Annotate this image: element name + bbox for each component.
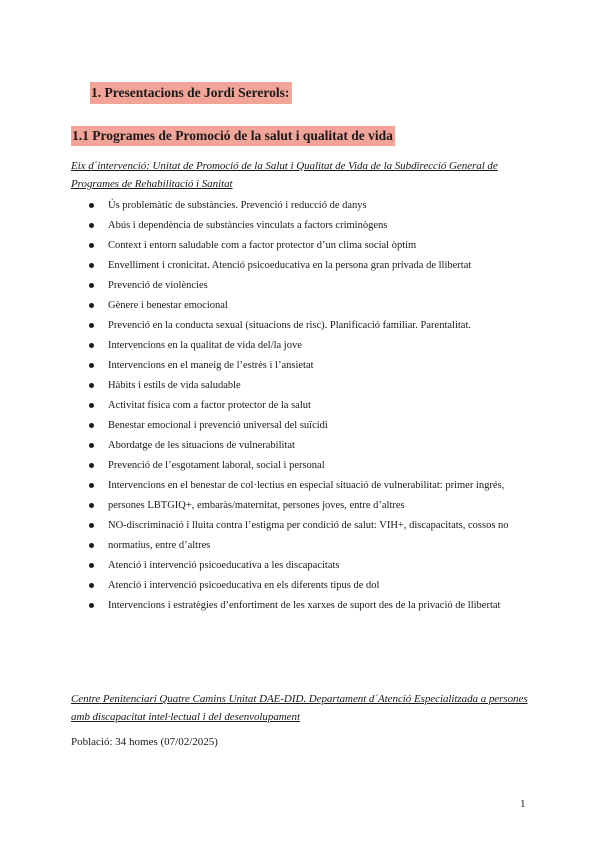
bullet-icon	[89, 243, 94, 248]
page-number: 1	[520, 798, 526, 810]
list-item	[0, 216, 600, 236]
list-item-text: Intervencions en el benestar de col·lectius en especial situació de vulnerabilitat: primer ingrés,	[108, 480, 505, 491]
list-item	[0, 596, 600, 616]
list-item	[0, 276, 600, 296]
list-item-text: Intervencions en la qualitat de vida del/la jove	[108, 340, 302, 351]
bullet-icon	[89, 283, 94, 288]
list-item-text: normatius, entre d’altres	[108, 540, 211, 551]
bullet-icon	[89, 303, 94, 308]
list-item-text: Ús problemàtic de substàncies. Prevenció i reducció de danys	[108, 200, 367, 211]
bullet-icon	[89, 583, 94, 588]
centre-unit-text: Centre Penitenciari Quatre Camins Unitat DAE-DID. Departament d´Atenció Especialitzada a persones amb discapacitat intel·lectual i del desenvolupament	[71, 693, 528, 723]
bullet-icon	[89, 403, 94, 408]
list-item-text: Prevenció en la conducta sexual (situacions de risc). Planificació familiar. Parentalitat.	[108, 320, 471, 331]
bullet-icon	[89, 603, 94, 608]
list-item	[0, 376, 600, 396]
list-item-text: Activitat física com a factor protector de la salut	[108, 400, 311, 411]
list-item	[0, 396, 600, 416]
bullet-icon	[89, 343, 94, 348]
population-text: Població: 34 homes (07/02/2025)	[71, 736, 218, 748]
list-item-text: Abordatge de les situacions de vulnerabilitat	[108, 440, 295, 451]
bullet-icon	[89, 483, 94, 488]
list-item-text: Envelliment i cronicitat. Atenció psicoeducativa en la persona gran privada de llibertat	[108, 260, 472, 271]
list-item	[0, 516, 600, 536]
list-item	[0, 436, 600, 456]
list-item-text: Hàbits i estils de vida saludable	[108, 380, 241, 391]
bullet-icon	[89, 463, 94, 468]
bullet-icon	[89, 383, 94, 388]
list-item	[0, 336, 600, 356]
list-item	[0, 496, 600, 516]
list-item-text: Atenció i intervenció psicoeducativa en els diferents tipus de dol	[108, 580, 380, 591]
bullet-icon	[89, 423, 94, 428]
list-item-text: Abús i dependència de substàncies vinculats a factors criminògens	[108, 220, 388, 231]
list-item-text: Prevenció de violències	[108, 280, 208, 291]
list-item-text: Gènere i benestar emocional	[108, 300, 228, 311]
list-item	[0, 476, 600, 496]
list-item-text: Atenció i intervenció psicoeducativa a les discapacitats	[108, 560, 340, 571]
list-item	[0, 296, 600, 316]
list-item	[0, 556, 600, 576]
list-item	[0, 196, 600, 216]
bullet-icon	[89, 523, 94, 528]
list-item-text: Intervencions i estratègies d’enfortiment de les xarxes de suport des de la privació de llibertat	[108, 600, 501, 611]
list-item-text: Intervencions en el maneig de l’estrès i l’ansietat	[108, 360, 314, 371]
bullet-icon	[89, 563, 94, 568]
list-item	[0, 356, 600, 376]
bullet-icon	[89, 223, 94, 228]
bullet-icon	[89, 323, 94, 328]
list-item-text: persones LBTGIQ+, embaràs/maternitat, persones joves, entre d’altres	[108, 500, 405, 511]
bullet-list	[0, 196, 600, 616]
section-heading: 1. Presentacions de Jordi Sererols:	[90, 82, 292, 104]
bullet-icon	[89, 203, 94, 208]
list-item	[0, 316, 600, 336]
list-item-text: NO-discriminació i lluita contra l’estigma per condició de salut: VIH+, discapacitats, cossos no	[108, 520, 509, 531]
list-item-text: Benestar emocional i prevenció universal del suïcidi	[108, 420, 328, 431]
bullet-icon	[89, 263, 94, 268]
list-item	[0, 576, 600, 596]
list-item	[0, 536, 600, 556]
subsection-heading: 1.1 Programes de Promoció de la salut i qualitat de vida	[71, 126, 395, 146]
list-item	[0, 256, 600, 276]
bullet-icon	[89, 503, 94, 508]
list-item	[0, 456, 600, 476]
intervention-axis-text: Eix d´intervenció: Unitat de Promoció de la Salut i Qualitat de Vida de la Subdirecció General de Programes de Rehabilitació i Sanitat	[71, 160, 498, 190]
list-item-text: Prevenció de l’esgotament laboral, social i personal	[108, 460, 325, 471]
bullet-icon	[89, 543, 94, 548]
list-item	[0, 416, 600, 436]
bullet-icon	[89, 443, 94, 448]
list-item	[0, 236, 600, 256]
bullet-icon	[89, 363, 94, 368]
list-item-text: Context i entorn saludable com a factor protector d’un clima social òptim	[108, 240, 417, 251]
